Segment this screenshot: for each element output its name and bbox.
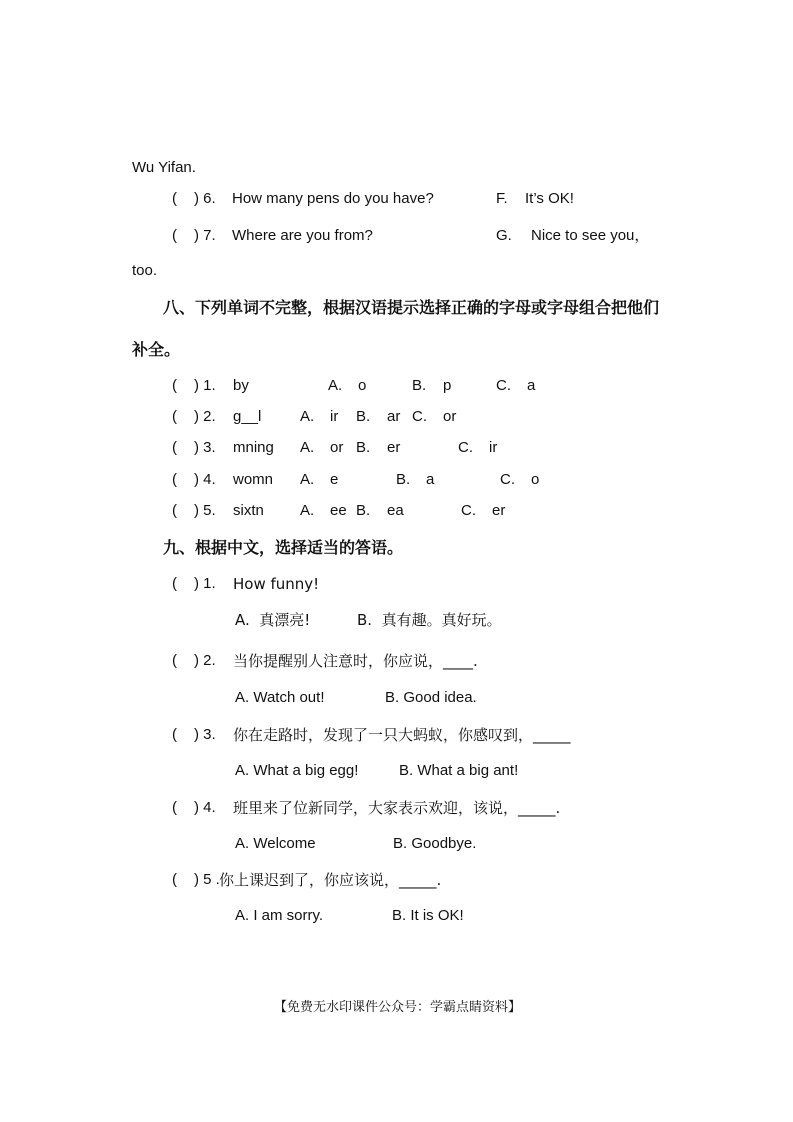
item-number: ) 4. [194,799,216,816]
option-b-value: p [443,377,452,394]
option-c-value: or [443,408,457,425]
item-number: ) 1. [194,377,216,394]
paren-open: ( [172,575,177,592]
option-letter: G. [496,227,512,244]
word: by [233,377,249,394]
option-b-letter: B. [396,471,411,488]
option-b-value: ar [387,408,401,425]
continuation-text: Wu Yifan. [132,159,196,176]
option-a: A. What a big egg! [235,762,359,779]
item-number: ) 5. [194,502,216,519]
paren-open: ( [172,377,177,394]
paren-open: ( [172,439,177,456]
paren-open: ( [172,799,177,816]
option-c-value: er [492,502,506,519]
item-number: ) 7. [194,227,216,244]
option-a: A. I am sorry. [235,907,324,924]
section-8-title-cont: 补全。 [132,340,181,359]
option-a: A. 真漂亮! [235,611,311,629]
option-b-letter: B. [356,502,371,519]
word: g__l [233,408,262,425]
option-a-value: o [358,377,367,394]
item-number: ) 3. [194,726,216,743]
option-b-value: er [387,439,401,456]
paren-open: ( [172,190,177,207]
item-number: ) 4. [194,471,216,488]
item-number: ) 2. [194,408,216,425]
option-b-value: a [426,471,435,488]
option-b: B. Goodbye. [393,835,477,852]
item-number: ) 2. [194,652,216,669]
paren-open: ( [172,652,177,669]
option-c-letter: C. [458,439,473,456]
option-b-value: ea [387,502,404,519]
question-text: 你上课迟到了，你应该说，_____. [219,871,442,889]
option-a-value: ee [330,502,347,519]
option-text: Nice to see you， [531,227,650,244]
option-a-letter: A. [328,377,343,394]
option-text: It’s OK! [525,190,574,207]
paren-open: ( [172,726,177,743]
word: mning [233,439,274,456]
paren-open: ( [172,227,177,244]
option-c-letter: C. [500,471,515,488]
question-text: Where are you from? [232,227,373,244]
section-9-title: 九、根据中文，选择适当的答语。 [163,538,404,557]
item-number: ) 5 . [194,871,220,888]
option-b-letter: B. [412,377,427,394]
option-c-letter: C. [412,408,427,425]
question-text: 班里来了位新同学，大家表示欢迎，该说，_____. [233,799,561,817]
option-a-value: ir [330,408,339,425]
option-c-value: ir [489,439,498,456]
option-a-value: e [330,471,339,488]
footer-note: 【免费无水印课件公众号：学霸点睛资料】 [274,1000,522,1015]
word: womn [233,471,274,488]
section-8-title: 八、下列单词不完整，根据汉语提示选择正确的字母或字母组合把他们 [163,298,660,317]
item-number: ) 3. [194,439,216,456]
option-b-letter: B. [356,408,371,425]
option-c-value: a [527,377,536,394]
option-b: B. It is OK! [392,907,464,924]
option-b: B. Good idea. [385,689,477,706]
option-c-letter: C. [496,377,511,394]
option-a-value: or [330,439,344,456]
option-a: A. Welcome [235,835,316,852]
option-c-letter: C. [461,502,476,519]
word: sixtn [233,502,264,519]
option-b: B. What a big ant! [399,762,519,779]
question-text: How many pens do you have? [232,190,434,207]
option-b: B. 真有趣。真好玩。 [357,611,502,629]
option-a-letter: A. [300,502,315,519]
question-text: 你在走路时，发现了一只大蚂蚁，你感叹到，_____ [233,726,571,744]
paren-open: ( [172,408,177,425]
paren-open: ( [172,871,177,888]
paren-open: ( [172,502,177,519]
option-c-value: o [531,471,540,488]
option-a-letter: A. [300,439,315,456]
option-letter: F. [496,190,508,207]
question-text: 当你提醒别人注意时，你应说，____. [233,652,478,670]
option-a-letter: A. [300,408,315,425]
option-a-letter: A. [300,471,315,488]
paren-open: ( [172,471,177,488]
item-number: ) 6. [194,190,216,207]
option-a: A. Watch out! [235,689,325,706]
option-b-letter: B. [356,439,371,456]
question-text: How funny! [233,575,320,593]
item-number: ) 1. [194,575,216,592]
continuation-text-2: too. [132,262,158,279]
